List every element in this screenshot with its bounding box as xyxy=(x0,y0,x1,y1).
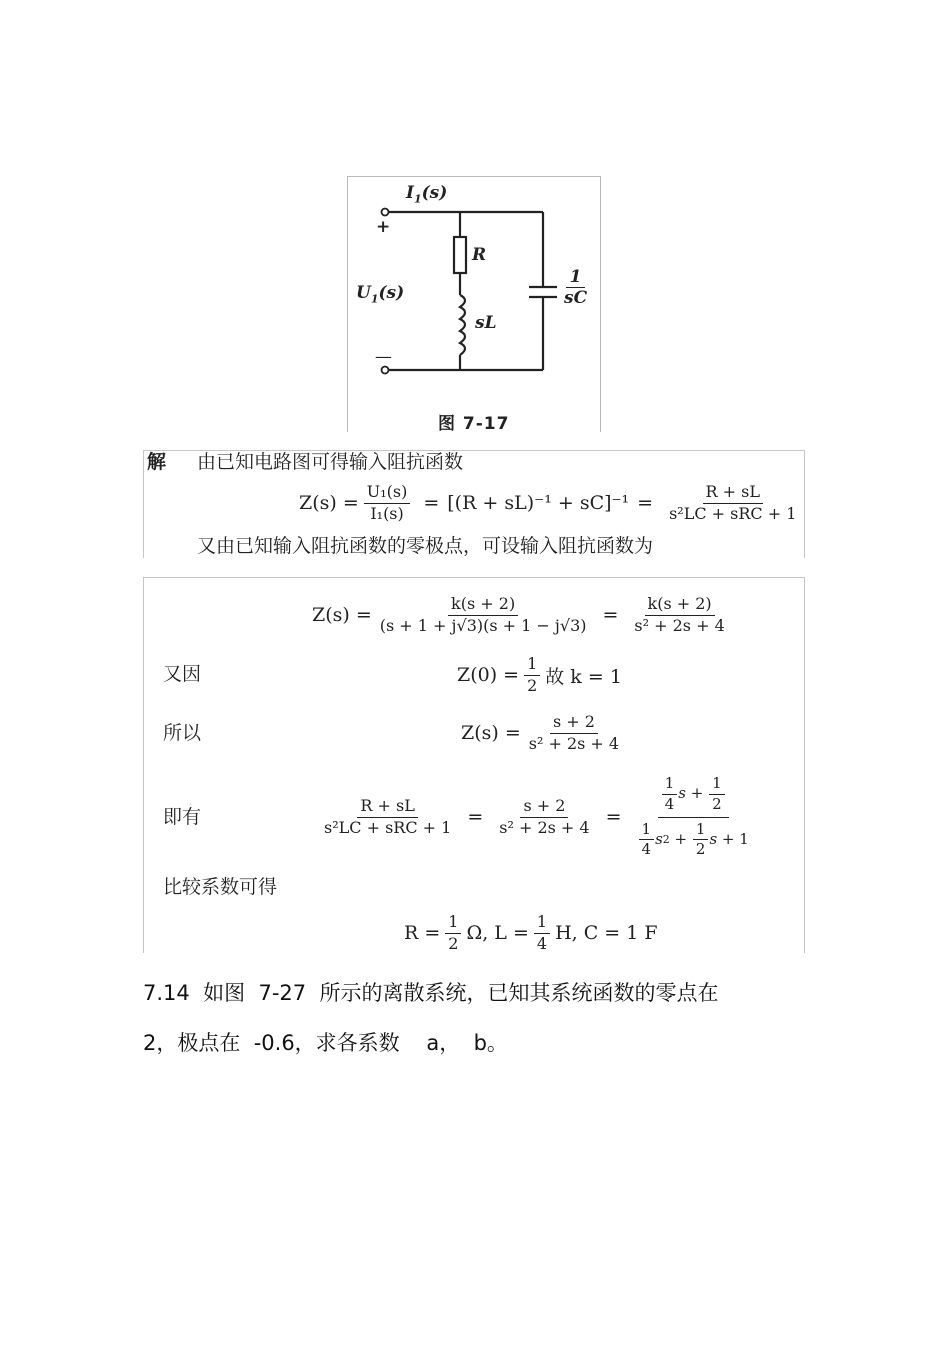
eqE-r: R = xyxy=(404,922,441,944)
eqE-tail: H, C = 1 F xyxy=(555,922,658,944)
eqD-f2-num: s + 2 xyxy=(520,798,568,818)
circuit-diagram xyxy=(348,177,600,432)
eqD-equals-2: = xyxy=(605,806,622,828)
eq1-f1-num: U₁(s) xyxy=(364,484,411,504)
eqD-f3-num: $\frac{1}{4}$ s + $\frac{1}{2}$ xyxy=(658,776,729,818)
resistor-label: R xyxy=(472,245,487,265)
comparison-equation xyxy=(316,768,757,866)
result-equation xyxy=(404,910,658,956)
eqD-equals-1: = xyxy=(467,806,484,828)
eqE-r-den: 2 xyxy=(448,933,459,953)
eqC-num: s + 2 xyxy=(550,714,598,734)
capacitor-label: 1 sC xyxy=(564,267,588,308)
eq1-equals-2: = xyxy=(637,492,654,514)
eqD-f2-den: s² + 2s + 4 xyxy=(499,817,590,837)
eq1-fraction-2 xyxy=(666,481,799,523)
solution-intro: 由已知电路图可得输入阻抗函数 xyxy=(197,451,464,473)
label-jiyou: 即有 xyxy=(163,806,202,828)
label-youyin: 又因 xyxy=(163,663,202,685)
eqC-fraction xyxy=(526,711,622,753)
eqD-fraction-3 xyxy=(635,776,752,858)
eqE-r-unit: Ω, L = xyxy=(466,922,529,944)
current-label: $I_1(s)$ xyxy=(406,183,448,206)
eqC-den: s² + 2s + 4 xyxy=(528,733,620,753)
eqA-lhs: Z(s) = xyxy=(312,604,372,626)
eqD-fraction-1 xyxy=(321,795,454,837)
zs-equation xyxy=(461,710,627,756)
terminal-top xyxy=(382,209,389,216)
terminal-bottom xyxy=(382,367,389,374)
eqD-fraction-2 xyxy=(496,795,592,837)
eqC-lhs: Z(s) = xyxy=(461,722,521,744)
circuit-figure xyxy=(347,176,601,432)
eqA-fraction-2 xyxy=(631,593,727,635)
eq1-fraction-1 xyxy=(364,481,411,523)
eqD-f1-num: R + sL xyxy=(357,798,417,818)
eqB-den: 2 xyxy=(527,675,538,695)
eqB-num: 1 xyxy=(524,656,540,676)
eqB-fraction xyxy=(524,653,540,695)
eqA-f2-num: k(s + 2) xyxy=(645,596,715,616)
eqA-f1-den: (s + 1 + j√3)(s + 1 − j√3) xyxy=(379,615,587,635)
eqE-l-fraction xyxy=(534,911,550,953)
problem-line-2: 2，极点在 -0.6，求各系数 a， b。 xyxy=(143,1031,508,1055)
eq1-f1-den: I₁(s) xyxy=(370,503,404,523)
solution-line-3: 又由已知输入阻抗函数的零极点，可设输入阻抗函数为 xyxy=(197,535,654,557)
inductor-label: sL xyxy=(475,313,497,333)
eqE-r-fraction xyxy=(445,911,461,953)
eqE-l-num: 1 xyxy=(534,914,550,934)
voltage-label: $U_1(s)$ xyxy=(356,283,405,306)
eqE-r-num: 1 xyxy=(445,914,461,934)
eq1-middle: [(R + sL)⁻¹ + sC]⁻¹ xyxy=(447,492,630,514)
eqE-l-den: 4 xyxy=(536,933,548,953)
eqB-lhs: Z(0) = xyxy=(457,664,520,686)
label-bijiao: 比较系数可得 xyxy=(163,876,278,898)
figure-caption: 图 7-17 xyxy=(438,414,510,434)
solution-box-2 xyxy=(143,577,805,953)
plus-sign: + xyxy=(376,217,391,237)
eqD-f3-den: $\frac{1}{4}$ s 2 + $\frac{1}{2}$ s + 1 xyxy=(635,818,752,859)
eqD-f1-den: s²LC + sRC + 1 xyxy=(324,817,452,837)
eqA-equals: = xyxy=(602,604,619,626)
eq1-lhs: Z(s) = xyxy=(299,492,359,514)
problem-line-1: 7.14 如图 7-27 所示的离散系统，已知其系统函数的零点在 xyxy=(143,981,719,1005)
eqA-f1-num: k(s + 2) xyxy=(448,596,518,616)
eqA-fraction-1 xyxy=(377,593,590,635)
eq1-equals: = xyxy=(423,492,440,514)
eqA-f2-den: s² + 2s + 4 xyxy=(634,615,725,635)
pole-zero-equation xyxy=(312,588,733,642)
z0-equation xyxy=(457,652,622,698)
eq1-f2-num: R + sL xyxy=(703,484,763,504)
eq1-f2-den: s²LC + sRC + 1 xyxy=(669,503,797,523)
impedance-equation xyxy=(299,479,804,527)
label-suoyi: 所以 xyxy=(163,722,202,744)
eqB-rest: 故 k = 1 xyxy=(545,665,622,688)
solution-label: 解 xyxy=(147,451,167,473)
minus-sign: — xyxy=(375,347,392,367)
solution-box-1 xyxy=(143,450,805,558)
